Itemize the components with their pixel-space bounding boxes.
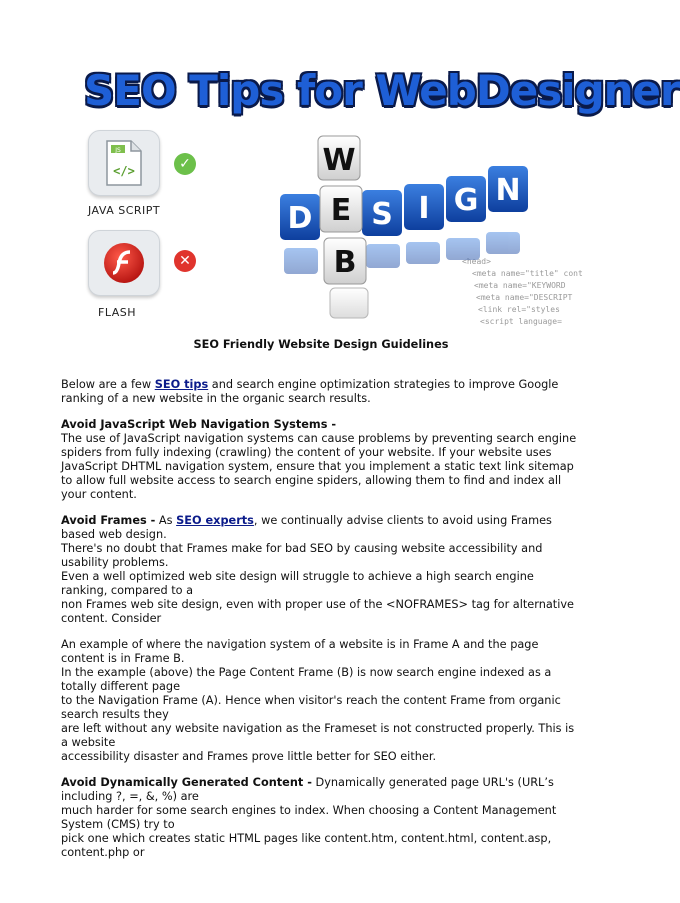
cube-letter: E bbox=[330, 193, 352, 228]
flash-icon bbox=[88, 230, 160, 296]
frames-section: Avoid Frames - As SEO experts, we continually advise clients to avoid using Frames based web design. There's no doubt that Frames make for bad SEO by causing website accessibility and usability problems. Even a well optimized web site design will struggle to achieve a high search engine ranking, compared to a non Frames web site design, even with proper use of the <NOFRAMES> tag for alternative content. Consider bbox=[61, 514, 574, 625]
section-heading: Avoid Frames - bbox=[61, 514, 156, 527]
cube-letter: G bbox=[453, 183, 479, 218]
web-design-cubes-image bbox=[240, 132, 583, 328]
code-line: <meta name="DESCRIPT bbox=[476, 293, 573, 302]
figure-caption: SEO Friendly Website Design Guidelines bbox=[193, 338, 449, 351]
seo-tips-link[interactable]: SEO tips bbox=[154, 378, 209, 391]
code-line: <link rel="styles bbox=[478, 305, 560, 314]
cube-letter: I bbox=[418, 191, 430, 226]
code-line: <head> bbox=[462, 257, 491, 266]
cube-letter: S bbox=[371, 197, 393, 232]
flash-label: FLASH bbox=[98, 306, 136, 319]
cube-letter: B bbox=[333, 245, 357, 280]
section-heading: Avoid JavaScript Web Navigation Systems - bbox=[61, 418, 337, 431]
section-heading: Avoid Dynamically Generated Content - bbox=[61, 776, 312, 789]
header-banner bbox=[58, 58, 680, 328]
flash-tile bbox=[88, 230, 168, 319]
code-line: <meta name="title" cont bbox=[472, 269, 583, 278]
javascript-section: Avoid JavaScript Web Navigation Systems - The use of JavaScript navigation systems can cause problems by preventing search engine spiders from fully indexing (crawling) the content of your website. If your website uses JavaScript DHTML navigation system, ensure that you implement a static text link sitemap to allow full website access to search engine spiders, allowing them to find and index all your content. bbox=[61, 418, 577, 501]
svg-text:</>: </> bbox=[113, 164, 135, 178]
seo-experts-link[interactable]: SEO experts bbox=[176, 514, 254, 527]
js-badge: JS bbox=[115, 147, 121, 154]
check-icon: ✓ bbox=[174, 153, 196, 175]
code-line: <meta name="KEYWORD bbox=[474, 281, 566, 290]
intro-paragraph: Below are a few SEO tips and search engine optimization strategies to improve Google ranking of a new website in the organic search results. bbox=[61, 378, 559, 405]
javascript-tile bbox=[88, 130, 168, 217]
cube-letter: W bbox=[322, 143, 356, 178]
document-body bbox=[61, 338, 581, 872]
frames-example-paragraph: An example of where the navigation system of a website is in Frame A and the page content is in Frame B. In the example (above) the Page Content Frame (B) is now search engine indexed as a totally different page to the Navigation Frame (A). Hence when visitor's reach the content Frame from organic search results they are left without any website navigation as the Frameset is not constructed properly. This is a website accessibility disaster and Frames prove little better for SEO either. bbox=[61, 638, 575, 763]
cube-letter: N bbox=[495, 173, 521, 208]
javascript-file-icon bbox=[88, 130, 160, 196]
javascript-label: JAVA SCRIPT bbox=[88, 204, 161, 217]
cross-icon: ✕ bbox=[174, 250, 196, 272]
cube-letter: D bbox=[287, 201, 313, 236]
dynamic-content-section: Avoid Dynamically Generated Content - Dynamically generated page URL's (URL’s including ?, =, &, %) are much harder for some search engines to index. When choosing a Content Management System (CMS) try to pick one which creates static HTML pages like content.htm, content.html, content.asp, content.php or bbox=[61, 776, 557, 859]
code-line: <script language= bbox=[480, 317, 562, 326]
banner-title: SEO Tips for WebDesigner bbox=[84, 66, 680, 115]
